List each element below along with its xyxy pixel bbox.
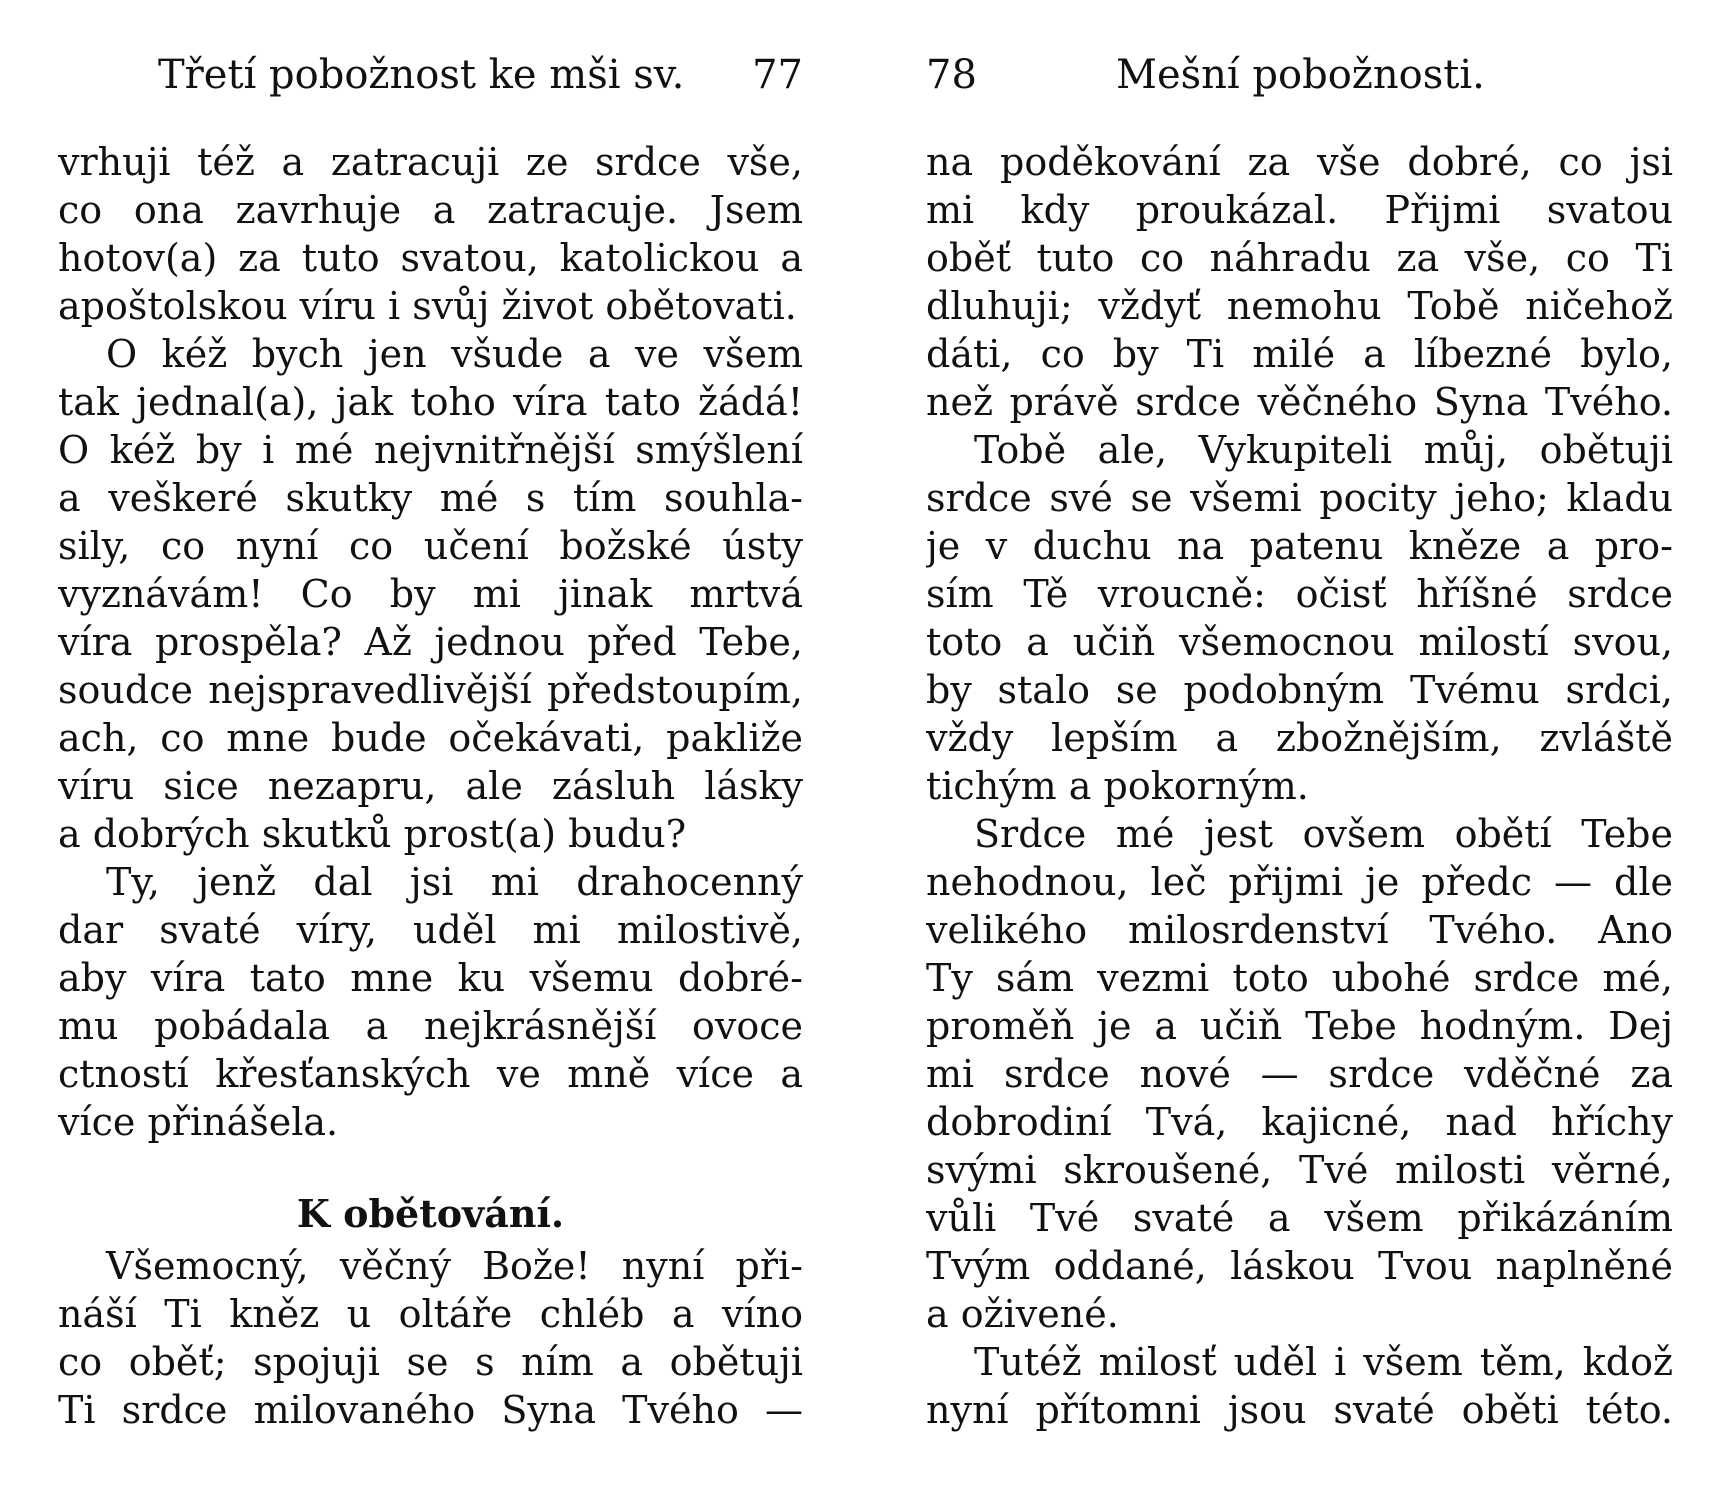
text-line: Ty, jenž dal jsi mi drahocenný [106, 860, 803, 904]
text-line: dobrodiní Tvá, kajicné, nad hříchy [926, 1100, 1673, 1144]
text-line: Tvým oddané, láskou Tvou naplněné [926, 1244, 1673, 1288]
text-line: dluhuji; vždyť nemohu Tobě ničehož [926, 284, 1673, 328]
text-line: náší Ti kněz u oltáře chléb a víno [58, 1292, 803, 1336]
text-line: na poděkování za vše dobré, co jsi [926, 140, 1673, 184]
text-line: a oživené. [926, 1292, 1119, 1336]
left-running-head [58, 50, 803, 100]
left-page-number: 77 [752, 52, 803, 98]
text-line: velikého milosrdenství Tvého. Ano [926, 908, 1673, 952]
text-line: svými skroušené, Tvé milosti věrné, [926, 1148, 1673, 1192]
text-line: O kéž bych jen všude a ve všem [106, 332, 803, 376]
text-line: co oběť; spojuji se s ním a obětuji [58, 1340, 803, 1384]
text-line: a dobrých skutků prost(a) budu? [58, 812, 687, 856]
text-line: Ty sám vezmi toto ubohé srdce mé, [926, 956, 1673, 1000]
text-line: a veškeré skutky mé s tím souhla- [58, 476, 803, 520]
text-line: více přinášela. [58, 1100, 339, 1144]
right-running-head [926, 50, 1673, 100]
text-line: Všemocný, věčný Bože! nyní při- [106, 1244, 803, 1288]
left-body-text [58, 138, 803, 1434]
text-line: vůli Tvé svaté a všem přikázáním [926, 1196, 1673, 1240]
text-line: mu pobádala a nejkrásnější ovoce [58, 1004, 803, 1048]
text-line: nyní přítomni jsou svaté oběti této. [926, 1388, 1673, 1432]
text-line: Srdce mé jest ovšem obětí Tebe [974, 812, 1673, 856]
text-line: sily, co nyní co učení božské ústy [58, 524, 803, 568]
text-line: sím Tě vroucně: očisť hříšné srdce [926, 572, 1673, 616]
right-page [926, 0, 1673, 1500]
text-line: Tutéž milosť uděl i všem těm, kdož [974, 1340, 1673, 1384]
text-line: O kéž by i mé nejvnitřnější smýšlení [58, 428, 803, 472]
text-line: apoštolskou víru i svůj život obětovati. [58, 284, 797, 328]
text-line: oběť tuto co náhradu za vše, co Ti [926, 236, 1673, 280]
text-line: dar svaté víry, uděl mi milostivě, [58, 908, 803, 952]
text-line: toto a učiň všemocnou milostí svou, [926, 620, 1673, 664]
text-line: soudce nejspravedlivější předstoupím, [58, 668, 803, 712]
right-page-number: 78 [926, 52, 977, 98]
text-line: hotov(a) za tuto svatou, katolickou a [58, 236, 803, 280]
left-page [58, 0, 803, 1500]
text-line: vrhuji též a zatracuji ze srdce vše, [58, 140, 803, 184]
text-line: vždy lepším a zbožnějším, zvláště [926, 716, 1673, 760]
text-line: Tobě ale, Vykupiteli můj, obětuji [974, 428, 1673, 472]
text-line: tak jednal(a), jak toho víra tato žádá! [58, 380, 803, 424]
text-line: ctností křesťanských ve mně více a [58, 1052, 803, 1096]
text-line: srdce své se všemi pocity jeho; kladu [926, 476, 1673, 520]
text-line: tichým a pokorným. [926, 764, 1309, 808]
text-line: ach, co mne bude očekávati, pakliže [58, 716, 803, 760]
right-body-text [926, 138, 1673, 1434]
text-line: víra prospěla? Až jednou před Tebe, [58, 620, 803, 664]
text-line: víru sice nezapru, ale zásluh lásky [58, 764, 803, 808]
text-line: vyznávám! Co by mi jinak mrtvá [58, 572, 803, 616]
text-line: než právě srdce věčného Syna Tvého. [926, 380, 1673, 424]
section-heading: K obětování. [296, 1191, 565, 1236]
text-line: mi kdy proukázal. Přijmi svatou [926, 188, 1673, 232]
left-running-title: Třetí pobožnost ke mši sv. [158, 52, 685, 98]
text-line: dáti, co by Ti milé a líbezné bylo, [926, 332, 1673, 376]
text-line: mi srdce nové — srdce vděčné za [926, 1052, 1673, 1096]
text-line: Ti srdce milovaného Syna Tvého — [58, 1388, 803, 1432]
text-line: nehodnou, leč přijmi je předc — dle [926, 860, 1673, 904]
text-line: by stalo se podobným Tvému srdci, [926, 668, 1673, 712]
text-line: aby víra tato mne ku všemu dobré- [58, 956, 803, 1000]
text-line: proměň je a učiň Tebe hodným. Dej [926, 1004, 1673, 1048]
text-line: je v duchu na patenu kněze a pro- [926, 524, 1673, 568]
right-running-title: Mešní pobožnosti. [1116, 52, 1485, 98]
text-line: co ona zavrhuje a zatracuje. Jsem [58, 188, 803, 232]
